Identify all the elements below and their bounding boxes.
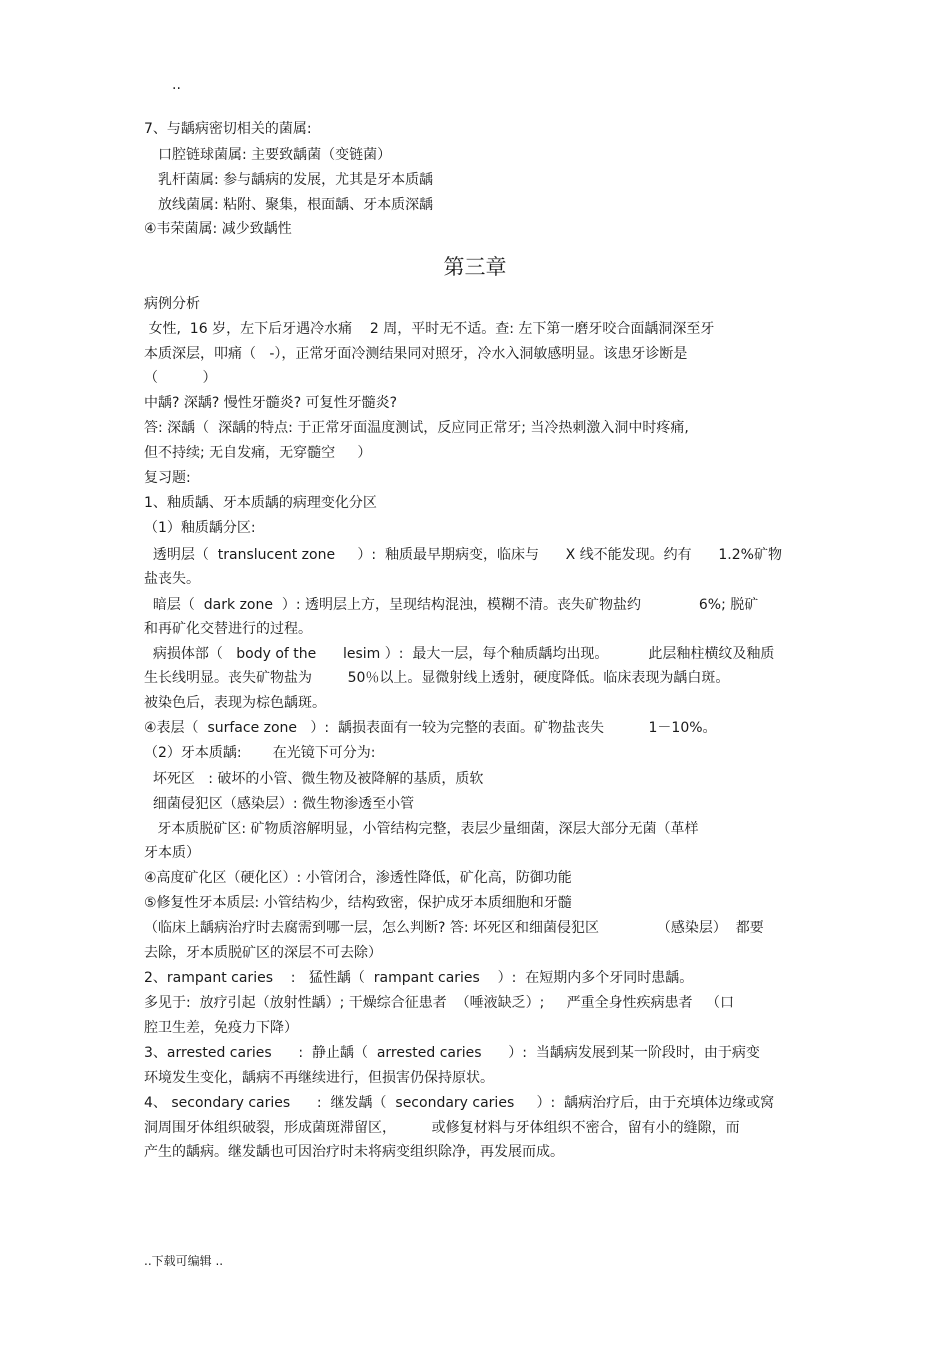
- section-heading: 7、与龋病密切相关的菌属:: [144, 121, 312, 137]
- chapter-title: 第三章: [443, 255, 507, 279]
- paragraph-line: 病损体部（ body of the lesim ）: 最大一层，每个釉质龋均出现。 此层釉柱横纹及釉质: [144, 646, 775, 662]
- case-heading: 病例分析: [144, 296, 200, 312]
- paragraph-line: 透明层（ translucent zone ）: 釉质最早期病变，临床与 X 线不能发现。约有 1.2%矿物: [144, 547, 782, 563]
- list-item: ④韦荣菌属: 减少致龋性: [144, 221, 292, 237]
- case-line: 中龋? 深龋? 慢性牙髓炎? 可复性牙髓炎?: [144, 395, 398, 411]
- case-line: 答: 深龋（ 深龋的特点: 于正常牙面温度测试，反应同正常牙; 当冷热刺激入洞中时疼痛,: [144, 420, 689, 436]
- header-mark: ..: [172, 77, 181, 93]
- review-heading: 复习题:: [144, 470, 191, 486]
- question-line: 多见于: 放疗引起（放射性龋）; 干燥综合征患者 （唾液缺乏）; 严重全身性疾病患者 （口: [144, 995, 735, 1011]
- case-line: 但不持续; 无自发痛，无穿髓空 ）: [144, 445, 372, 461]
- subsection-heading: （1）釉质龋分区:: [144, 520, 256, 536]
- paragraph-line: 去除，牙本质脱矿区的深层不可去除）: [144, 945, 382, 961]
- paragraph-line: 牙本质脱矿区: 矿物质溶解明显，小管结构完整，表层少量细菌，深层大部分无菌（革样: [144, 821, 699, 837]
- paragraph-line: 和再矿化交替进行的过程。: [144, 621, 312, 637]
- paragraph-line: 细菌侵犯区（感染层）: 微生物渗透至小管: [144, 796, 415, 812]
- paragraph-line: 被染色后，表现为棕色龋斑。: [144, 695, 326, 711]
- case-line: 女性, 16 岁，左下后牙遇冷水痛 2 周，平时无不适。查: 左下第一磨牙咬合面龋洞深至牙: [144, 321, 715, 337]
- question-line: 环境发生变化，龋病不再继续进行，但损害仍保持原状。: [144, 1070, 494, 1086]
- footer-mark: ..下载可编辑 ..: [144, 1254, 224, 1268]
- list-item: 放线菌属: 粘附、聚集，根面龋、牙本质深龋: [158, 197, 434, 213]
- paragraph-line: ④表层（ surface zone ）: 龋损表面有一较为完整的表面。矿物盐丧失 1－10%。: [144, 720, 717, 736]
- question-title: 1、釉质龋、牙本质龋的病理变化分区: [144, 495, 377, 511]
- paragraph-line: （临床上龋病治疗时去腐需到哪一层，怎么判断? 答: 坏死区和细菌侵犯区 （感染层） 都要: [144, 920, 764, 936]
- case-line: （ ）: [144, 370, 217, 386]
- case-line: 本质深层，叩痛（ -），正常牙面冷测结果同对照牙，冷水入洞敏感明显。该患牙诊断是: [144, 346, 688, 362]
- paragraph-line: 暗层（ dark zone ）: 透明层上方，呈现结构混浊，模糊不清。丧失矿物盐约 6%; 脱矿: [144, 597, 759, 613]
- paragraph-line: 盐丧失。: [144, 571, 200, 587]
- question-line: 3、arrested caries : 静止龋（ arrested caries ）: 当龋病发展到某一阶段时，由于病变: [144, 1045, 760, 1061]
- question-line: 洞周围牙体组织破裂，形成菌斑滞留区， 或修复材料与牙体组织不密合，留有小的缝隙，而: [144, 1120, 740, 1136]
- question-line: 产生的龋病。继发龋也可因治疗时未将病变组织除净，再发展而成。: [144, 1144, 564, 1160]
- list-item: 口腔链球菌属: 主要致龋菌（变链菌）: [158, 147, 392, 163]
- paragraph-line: 牙本质）: [144, 845, 200, 861]
- paragraph-line: ⑤修复性牙本质层: 小管结构少，结构致密，保护成牙本质细胞和牙髓: [144, 895, 572, 911]
- paragraph-line: 生长线明显。丧失矿物盐为 50％以上。显微射线上透射，硬度降低。临床表现为龋白斑。: [144, 670, 730, 686]
- question-line: 4、 secondary caries : 继发龋（ secondary caries ）: 龋病治疗后，由于充填体边缘或窝: [144, 1095, 775, 1111]
- question-line: 腔卫生差，免疫力下降）: [144, 1020, 298, 1036]
- list-item: 乳杆菌属: 参与龋病的发展，尤其是牙本质龋: [158, 172, 434, 188]
- paragraph-line: ④高度矿化区（硬化区）: 小管闭合，渗透性降低，矿化高，防御功能: [144, 870, 572, 886]
- paragraph-line: 坏死区 : 破坏的小管、微生物及被降解的基质，质软: [144, 771, 484, 787]
- question-line: 2、rampant caries : 猛性龋（ rampant caries ）: 在短期内多个牙同时患龋。: [144, 970, 694, 986]
- subsection-heading: （2）牙本质龋: 在光镜下可分为:: [144, 745, 376, 761]
